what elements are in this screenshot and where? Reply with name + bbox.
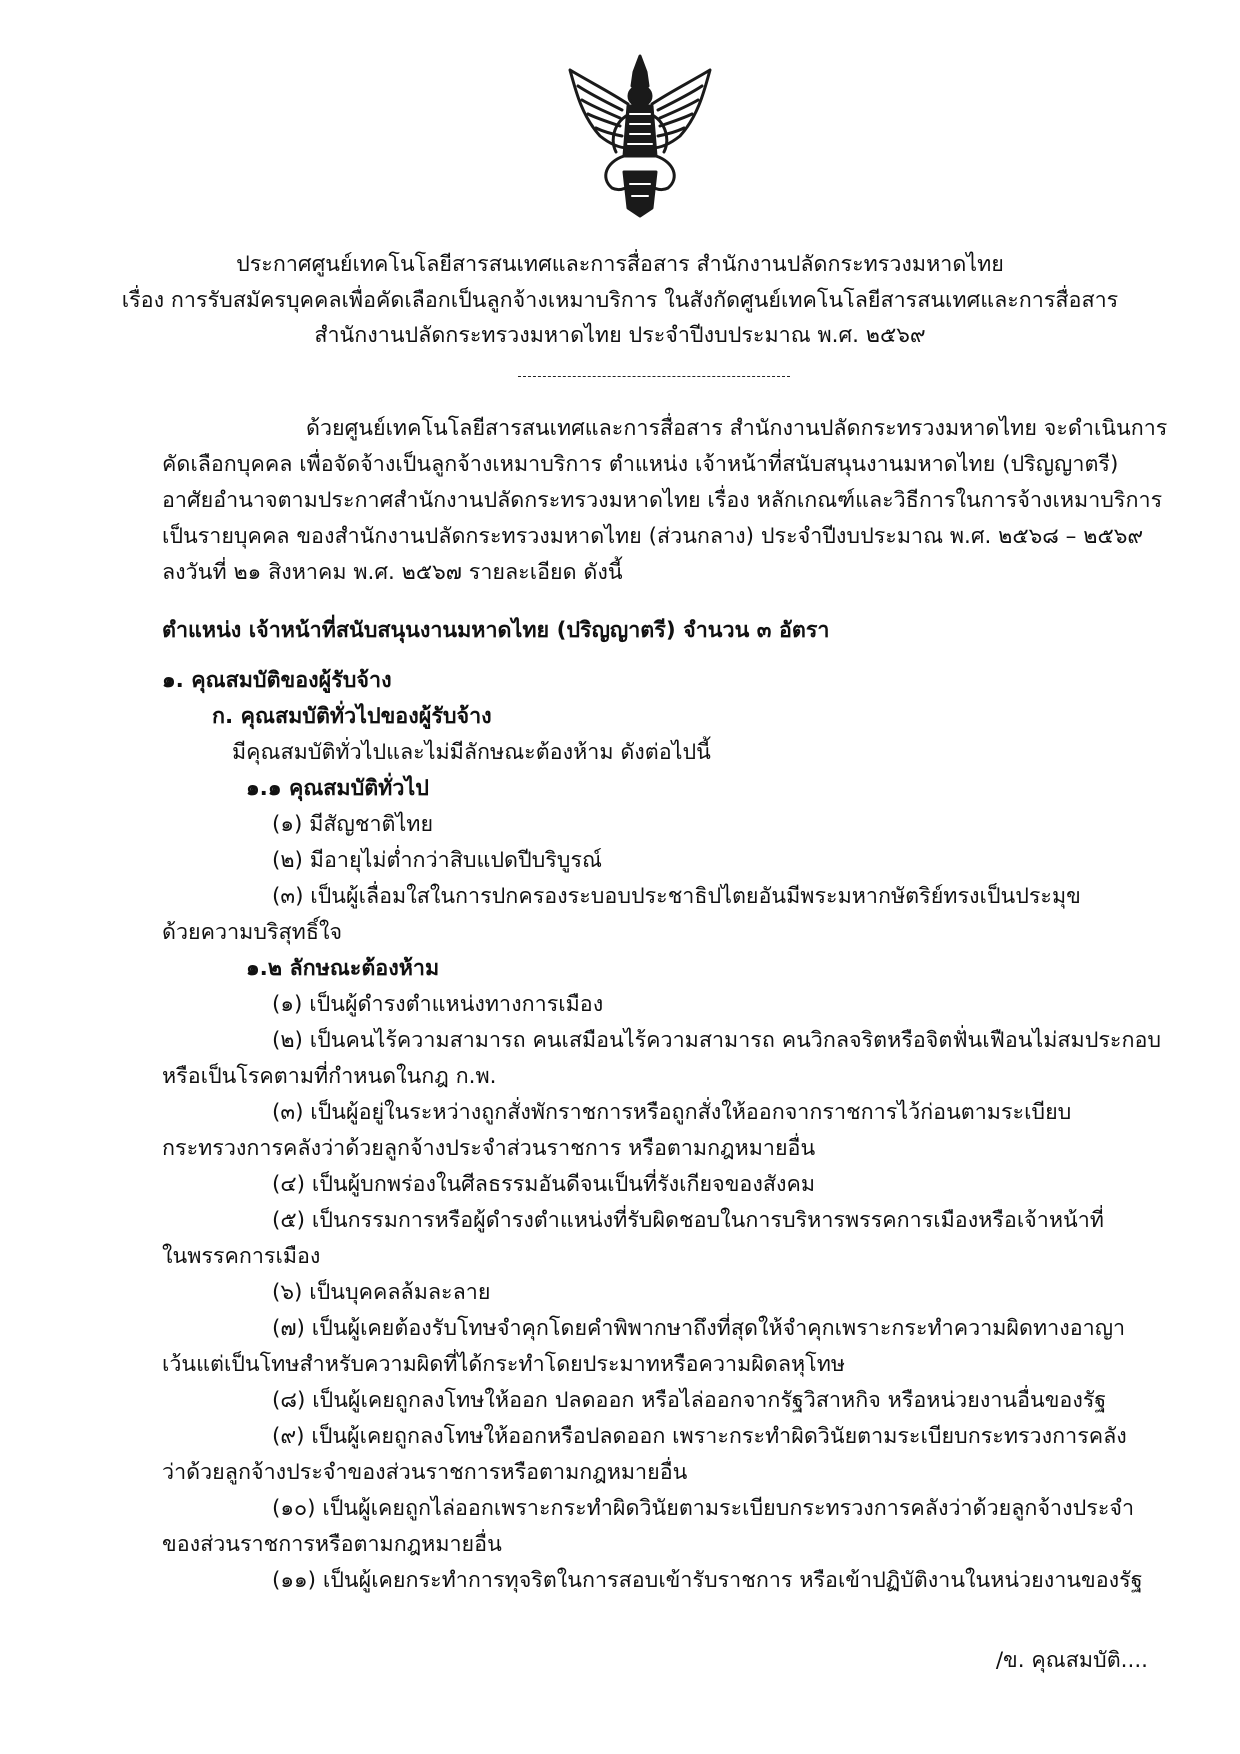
prohibited-item: (๗) เป็นผู้เคยต้องรับโทษจำคุกโดยคำพิพากษาถึงที่สุดให้จำคุกเพราะกระทำความผิดทางอาญา (272, 1316, 1126, 1341)
intro-line: เป็นรายบุคคล ของสำนักงานปลัดกระทรวงมหาดไทย (ส่วนกลาง) ประจำปีงบประมาณ พ.ศ. ๒๕๖๘ – ๒๕๖๙ (162, 524, 1144, 549)
intro-line: คัดเลือกบุคคล เพื่อจัดจ้างเป็นลูกจ้างเหมาบริการ ตำแหน่ง เจ้าหน้าที่สนับสนุนงานมหาดไทย (ปริญญาตรี) (162, 452, 1119, 477)
title-line-3: สำนักงานปลัดกระทรวงมหาดไทย ประจำปีงบประมาณ พ.ศ. ๒๕๖๙ (314, 323, 926, 348)
title-line-1: ประกาศศูนย์เทคโนโลยีสารสนเทศและการสื่อสาร สำนักงานปลัดกระทรวงมหาดไทย (236, 252, 1004, 277)
garuda-emblem-icon (560, 52, 720, 220)
prohibited-item: (๑) เป็นผู้ดำรงตำแหน่งทางการเมือง (272, 992, 604, 1017)
prohibited-item-continued: ของส่วนราชการหรือตามกฎหมายอื่น (162, 1532, 502, 1557)
prohibited-item: (๖) เป็นบุคคลล้มละลาย (272, 1280, 491, 1305)
section-1-heading: ๑. คุณสมบัติของผู้รับจ้าง (162, 668, 392, 693)
intro-line: อาศัยอำนาจตามประกาศสำนักงานปลัดกระทรวงมหาดไทย เรื่อง หลักเกณฑ์และวิธีการในการจ้างเหมาบริการ (162, 488, 1163, 513)
section-1a-heading: ก. คุณสมบัติทั่วไปของผู้รับจ้าง (212, 704, 492, 729)
qualification-item: (๑) มีสัญชาติไทย (272, 812, 434, 837)
prohibited-heading: ๑.๒ ลักษณะต้องห้าม (246, 956, 440, 981)
qualification-item: (๓) เป็นผู้เลื่อมใสในการปกครองระบอบประชาธิปไตยอันมีพระมหากษัตริย์ทรงเป็นประมุข (272, 884, 1081, 909)
prohibited-item-continued: เว้นแต่เป็นโทษสำหรับความผิดที่ได้กระทำโดยประมาทหรือความผิดลหุโทษ (162, 1352, 846, 1377)
prohibited-item: (๔) เป็นผู้บกพร่องในศีลธรรมอันดีจนเป็นที่รังเกียจของสังคม (272, 1172, 816, 1197)
prohibited-item-continued: กระทรวงการคลังว่าด้วยลูกจ้างประจำส่วนราชการ หรือตามกฎหมายอื่น (162, 1136, 816, 1161)
intro-line: ลงวันที่ ๒๑ สิงหาคม พ.ศ. ๒๕๖๗ รายละเอียด ดังนี้ (162, 560, 623, 585)
title-separator (518, 376, 790, 377)
prohibited-item: (๑๑) เป็นผู้เคยกระทำการทุจริตในการสอบเข้ารับราชการ หรือเข้าปฏิบัติงานในหน่วยงานของรัฐ (272, 1568, 1143, 1593)
prohibited-item: (๘) เป็นผู้เคยถูกลงโทษให้ออก ปลดออก หรือไล่ออกจากรัฐวิสาหกิจ หรือหน่วยงานอื่นของรัฐ (272, 1388, 1107, 1413)
section-1a-description: มีคุณสมบัติทั่วไปและไม่มีลักษณะต้องห้าม ดังต่อไปนี้ (232, 740, 711, 765)
position-heading: ตำแหน่ง เจ้าหน้าที่สนับสนุนงานมหาดไทย (ปริญญาตรี) จำนวน ๓ อัตรา (162, 618, 830, 643)
prohibited-item: (๒) เป็นคนไร้ความสามารถ คนเสมือนไร้ความสามารถ คนวิกลจริตหรือจิตฟั่นเฟือนไม่สมประกอบ (272, 1028, 1162, 1053)
qualification-item-continued: ด้วยความบริสุทธิ์ใจ (162, 920, 343, 945)
qualification-item: (๒) มีอายุไม่ต่ำกว่าสิบแปดปีบริบูรณ์ (272, 848, 602, 873)
prohibited-item: (๙) เป็นผู้เคยถูกลงโทษให้ออกหรือปลดออก เพราะกระทำผิดวินัยตามระเบียบกระทรวงการคลัง (272, 1424, 1127, 1449)
prohibited-item: (๓) เป็นผู้อยู่ในระหว่างถูกสั่งพักราชการหรือถูกสั่งให้ออกจากราชการไว้ก่อนตามระเบียบ (272, 1100, 1072, 1125)
prohibited-item-continued: ในพรรคการเมือง (162, 1244, 321, 1269)
prohibited-item: (๕) เป็นกรรมการหรือผู้ดำรงตำแหน่งที่รับผิดชอบในการบริหารพรรคการเมืองหรือเจ้าหน้าที่ (272, 1208, 1104, 1233)
title-line-2: เรื่อง การรับสมัครบุคคลเพื่อคัดเลือกเป็นลูกจ้างเหมาบริการ ในสังกัดศูนย์เทคโนโลยีสารสนเทศและการสื่อสาร (121, 288, 1119, 313)
intro-line: ด้วยศูนย์เทคโนโลยีสารสนเทศและการสื่อสาร สำนักงานปลัดกระทรวงมหาดไทย จะดำเนินการ (306, 416, 1168, 441)
prohibited-item-continued: ว่าด้วยลูกจ้างประจำของส่วนราชการหรือตามกฎหมายอื่น (162, 1460, 688, 1485)
general-qualifications-heading: ๑.๑ คุณสมบัติทั่วไป (246, 776, 429, 801)
prohibited-item: (๑๐) เป็นผู้เคยถูกไล่ออกเพราะกระทำผิดวินัยตามระเบียบกระทรวงการคลังว่าด้วยลูกจ้างประจำ (272, 1496, 1135, 1521)
prohibited-item-continued: หรือเป็นโรคตามที่กำหนดในกฎ ก.พ. (162, 1064, 497, 1089)
page-continuation: /ข. คุณสมบัติ.... (995, 1648, 1148, 1673)
